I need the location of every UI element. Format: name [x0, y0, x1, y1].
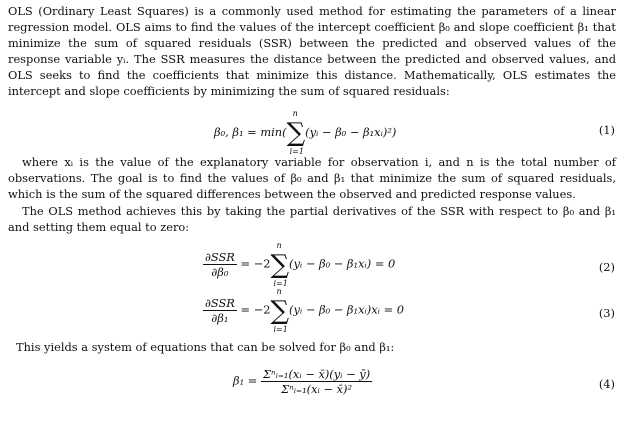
paragraph-where: where xᵢ is the value of the explanatory variable for observation i, and n is the total number of observations. The goal is to find the values of β₀ and β₁ that minimize the sum of squared residuals, which is the sum of the squared differences between the observed and predicted response values.	[8, 155, 616, 201]
sum-symbol: ∑ n i=1	[270, 286, 290, 334]
equation-number: (4)	[598, 377, 615, 391]
eq4-lhs: β₁ =	[233, 373, 258, 388]
sum-upper-limit: n	[292, 109, 298, 118]
eq3-mid: = −2	[240, 302, 271, 317]
sum-symbol: ∑ n i=1	[270, 240, 290, 288]
paragraph-ols-method: The OLS method achieves this by taking the partial derivatives of the SSR with respect to β₀ and β₁ and setting them equal to zero:	[8, 204, 616, 234]
sum-symbol: ∑ n i=1	[286, 109, 306, 156]
paragraph-intro: OLS (Ordinary Least Squares) is a commonly used method for estimating the parameters of a linear regression model. OLS aims to find the values of the intercept coefficient β₀ and slope coefficient β₁ that minimize the sum of squared residuals (SSR) between the predicted and observed values of the response variable yᵢ. The SSR measures the distance between the predicted and observed values, and OLS seeks to find the coefficients that minimize this distance. Mathematically, OLS estimates the intercept and slope coefficients by minimizing the sum of squared residuals:	[8, 4, 616, 98]
equation-3	[0, 286, 625, 334]
eq2-summand: (yᵢ − β₀ − β₁xᵢ) = 0	[289, 256, 396, 271]
sum-lower-limit: i=1	[289, 147, 304, 156]
equation-2	[0, 240, 625, 288]
equation-number: (1)	[598, 123, 615, 137]
equation-number: (2)	[598, 260, 615, 274]
partial-fraction: $\frac{\text{∂SSR}}{\text{∂β₁}}$	[205, 296, 235, 325]
eq3-summand: (yᵢ − β₀ − β₁xᵢ)xᵢ = 0	[289, 302, 404, 317]
paragraph-yields: This yields a system of equations that can be solved for β₀ and β₁:	[16, 340, 395, 354]
eq2-mid: = −2	[240, 256, 271, 271]
eq1-lhs: β₀, β₁ = min(	[214, 125, 287, 139]
slope-fraction: $\frac{\text{Σⁿᵢ₌₁(xᵢ − x̄)(yᵢ − ȳ)}}{\text{Σⁿᵢ₌₁(xᵢ − x̄)²}}$	[262, 367, 371, 396]
equation-4	[0, 363, 625, 403]
partial-fraction: $\frac{\text{∂SSR}}{\text{∂β₀}}$	[205, 250, 235, 279]
eq1-summand: (yᵢ − β₀ − β₁xᵢ)²)	[305, 125, 397, 139]
equation-1	[0, 109, 625, 156]
equation-number: (3)	[598, 306, 615, 320]
